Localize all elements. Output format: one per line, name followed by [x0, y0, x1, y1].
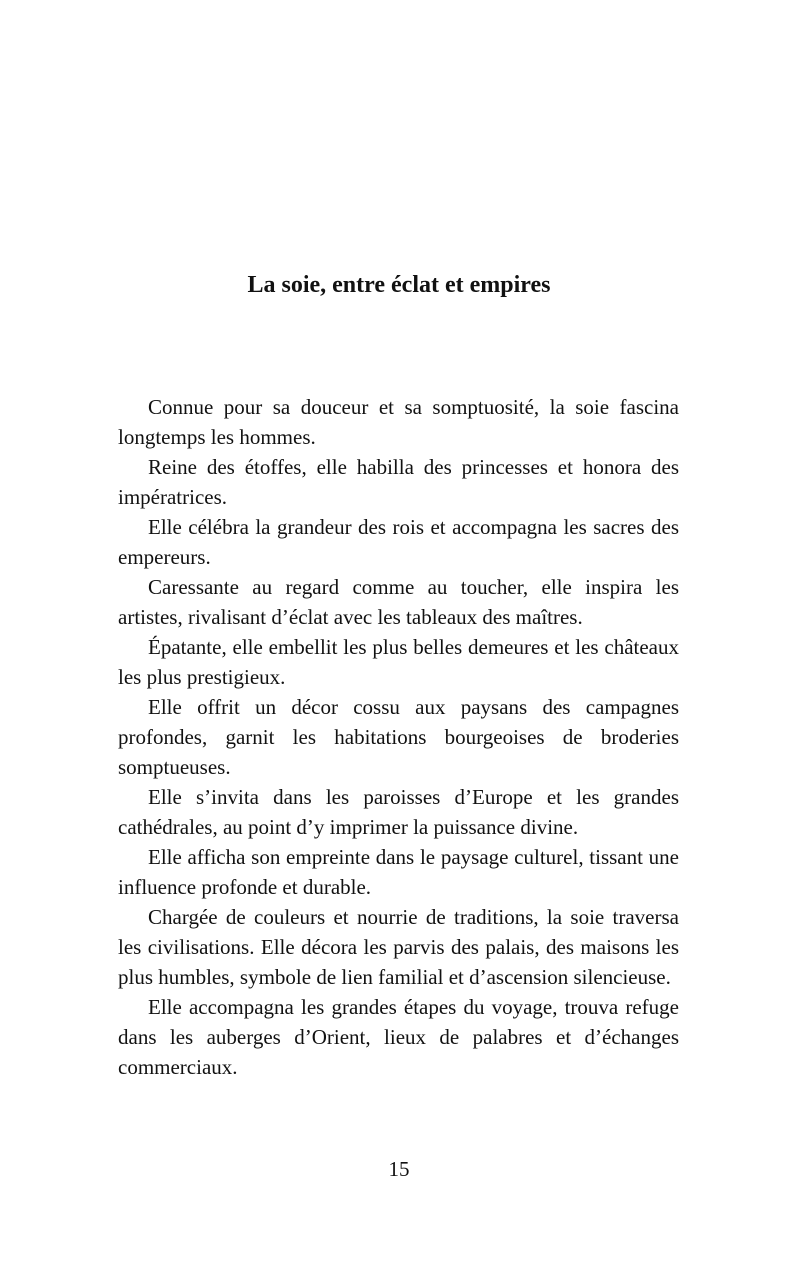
paragraph: Connue pour sa douceur et sa somptuosité, la soie fascina longtemps les hommes.: [118, 395, 679, 449]
paragraph: Caressante au regard comme au toucher, elle inspira les artistes, rivalisant d’éclat avec les tableaux des maîtres.: [118, 575, 679, 629]
paragraph: Reine des étoffes, elle habilla des princesses et honora des impératrices.: [118, 455, 679, 509]
paragraph: Chargée de couleurs et nourrie de traditions, la soie traversa les civilisations. Elle décora les parvis des palais, des maisons les plus humbles, symbole de lien familial et d’ascension silencieuse.: [118, 905, 679, 989]
paragraph: Elle accompagna les grandes étapes du voyage, trouva refuge dans les auberges d’Orient, lieux de palabres et d’échanges commerciaux.: [118, 995, 679, 1079]
paragraph: Elle célébra la grandeur des rois et accompagna les sacres des empereurs.: [118, 515, 679, 569]
chapter-body: [118, 392, 679, 1082]
paragraph: Épatante, elle embellit les plus belles demeures et les châteaux les plus prestigieux.: [118, 635, 679, 689]
chapter-title: La soie, entre éclat et empires: [247, 272, 551, 298]
paragraph: Elle afficha son empreinte dans le paysage culturel, tissant une influence profonde et durable.: [118, 845, 679, 899]
paragraph: Elle s’invita dans les paroisses d’Europe et les grandes cathédrales, au point d’y imprimer la puissance divine.: [118, 785, 679, 839]
paragraph: Elle offrit un décor cossu aux paysans des campagnes profondes, garnit les habitations bourgeoises de broderies somptueuses.: [118, 695, 679, 779]
page-number: 15: [388, 1157, 410, 1181]
